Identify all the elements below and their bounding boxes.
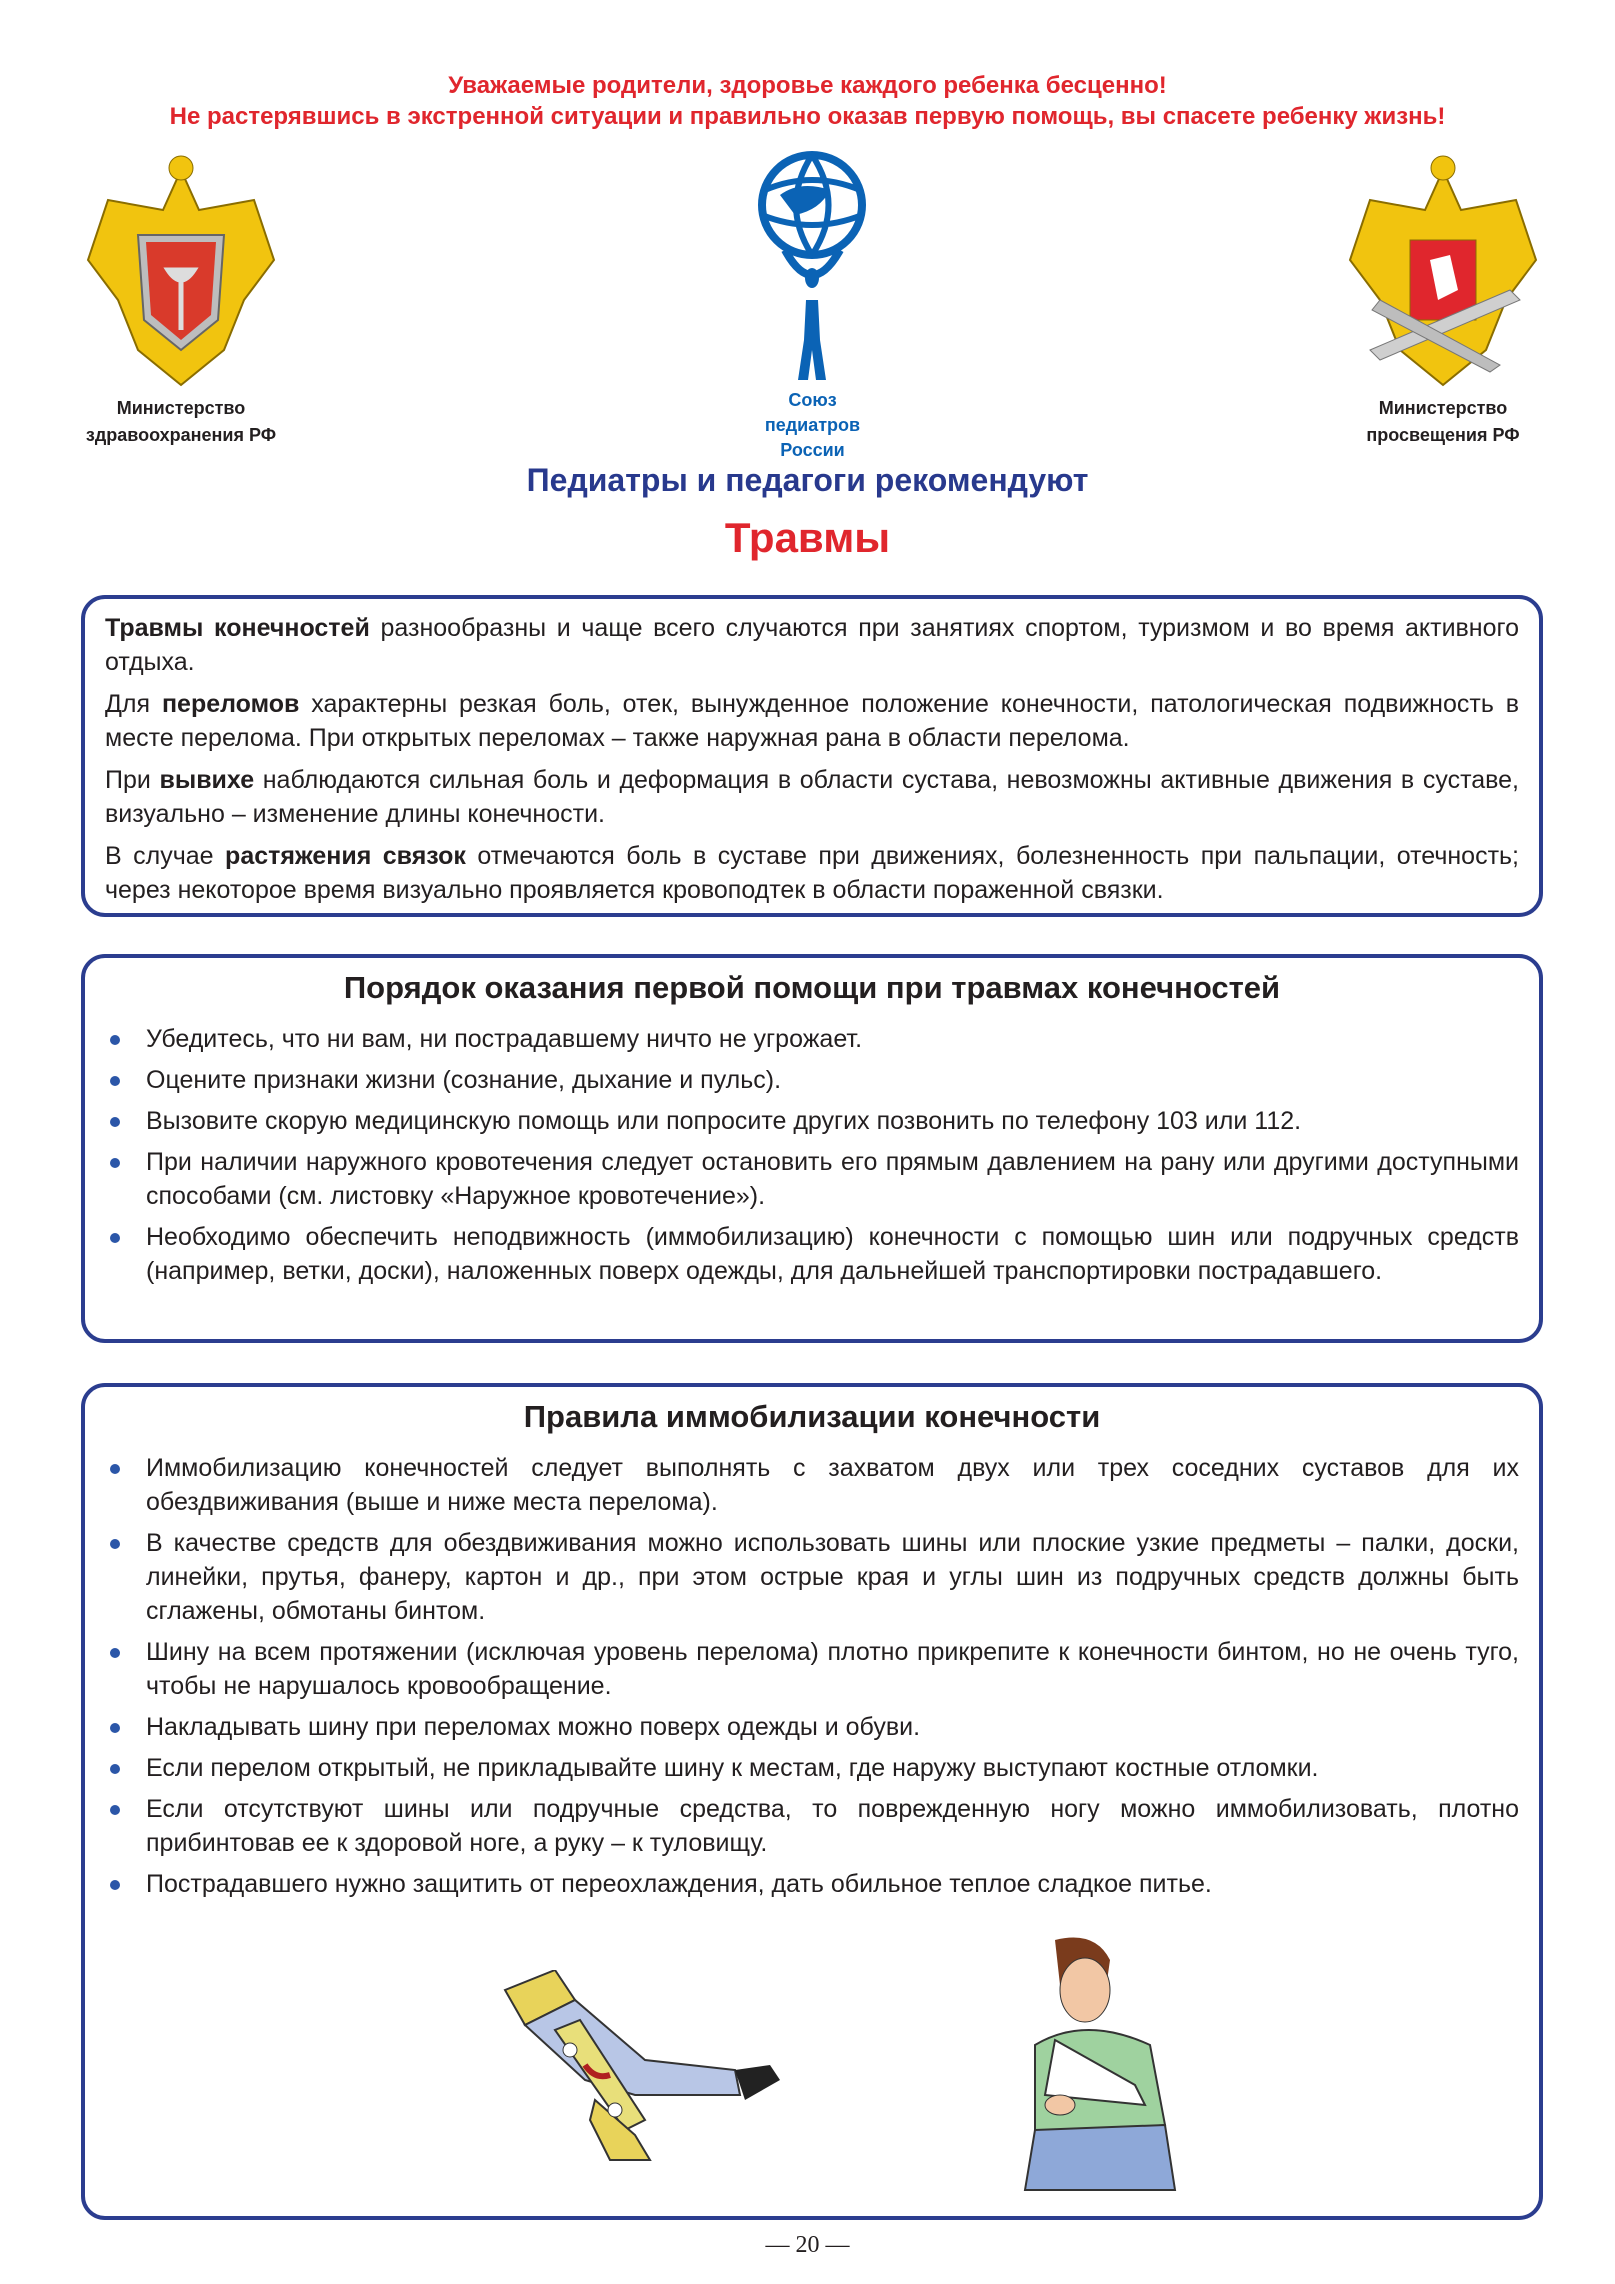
arm-sling-illustration — [1015, 1935, 1180, 2197]
intro-paragraph — [105, 839, 1519, 907]
splinted-leg-illustration — [495, 1970, 785, 2165]
pediatricians-union-logo — [740, 150, 885, 463]
bullet-icon — [110, 1805, 120, 1815]
bullet-icon — [110, 1035, 120, 1045]
caption-line: просвещения РФ — [1366, 425, 1520, 445]
list-item — [105, 1063, 1519, 1097]
text: При — [105, 766, 160, 794]
item-text: Оцените признаки жизни (сознание, дыхание и пульс). — [146, 1066, 782, 1094]
text: Для — [105, 690, 162, 718]
globe-figure-logo-icon — [740, 150, 885, 385]
bullet-icon — [110, 1076, 120, 1086]
item-text: Иммобилизацию конечностей следует выполнять с захватом двух или трех соседних суставов для их обездвиживания (выше и ниже места перелома). — [146, 1454, 1519, 1516]
bullet-icon — [110, 1723, 120, 1733]
bullet-icon — [110, 1764, 120, 1774]
item-text: Необходимо обеспечить неподвижность (иммобилизацию) конечности с помощью шин или подручных средств (например, ветки, доски), наложенных поверх одежды, для дальнейшей транспортировки пострадавшего. — [146, 1223, 1519, 1285]
caption-line: Министерство — [1378, 398, 1508, 418]
bullet-icon — [110, 1464, 120, 1474]
list-item — [105, 1022, 1519, 1056]
first-aid-list — [105, 1022, 1519, 1288]
warning-line-2: Не растерявшись в экстренной ситуации и правильно оказав первую помощь, вы спасете ребенку жизнь! — [169, 103, 1446, 130]
list-item — [105, 1710, 1519, 1744]
ministry-health-logo — [68, 150, 294, 449]
intro-paragraph — [105, 687, 1519, 755]
list-item — [105, 1526, 1519, 1628]
item-text: При наличии наружного кровотечения следует остановить его прямым давлением на рану или другими доступными способами (см. листовку «Наружное кровотечение»). — [146, 1148, 1519, 1210]
item-text: Вызовите скорую медицинскую помощь или попросите других позвонить по телефону 103 или 112. — [146, 1107, 1302, 1135]
first-aid-heading: Порядок оказания первой помощи при травмах конечностей — [343, 970, 1281, 1005]
page-title: Травмы — [724, 514, 891, 561]
item-text: В качестве средств для обездвиживания можно использовать шины или плоские узкие предметы – палки, доски, линейки, прутья, фанеру, картон и др., при этом острые края и углы шин из подручных средств должны быть сглажены, обмотаны бинтом. — [146, 1529, 1519, 1625]
bullet-icon — [110, 1117, 120, 1127]
item-text: Пострадавшего нужно защитить от переохлаждения, дать обильное теплое сладкое питье. — [146, 1870, 1212, 1898]
immobilization-list — [105, 1451, 1519, 1901]
ministry-health-caption — [68, 395, 294, 449]
russian-eagle-emblem-health-icon — [68, 150, 294, 390]
page-subtitle: Педиатры и педагоги рекомендуют — [526, 462, 1089, 498]
list-item — [105, 1145, 1519, 1213]
text: наблюдаются сильная боль и деформация в области сустава, невозможны активные движения в суставе, визуально – изменение длины конечности. — [105, 766, 1519, 828]
caption-line: педиатров — [764, 415, 861, 435]
text: разнообразны и чаще всего случаются при занятиях спортом, туризмом и во время активного отдыха. — [105, 614, 1519, 676]
intro-box — [81, 595, 1543, 917]
caption-line: здравоохранения РФ — [85, 425, 277, 445]
list-item — [105, 1867, 1519, 1901]
bullet-icon — [110, 1880, 120, 1890]
term: растяжения связок — [225, 842, 466, 870]
text: характерны резкая боль, отек, вынужденное положение конечности, патологическая подвижность в месте перелома. При открытых переломах – также наружная рана в области перелома. — [105, 690, 1519, 752]
item-text: Если перелом открытый, не прикладывайте шину к местам, где наружу выступают костные отломки. — [146, 1754, 1319, 1782]
immobilization-heading: Правила иммобилизации конечности — [523, 1399, 1101, 1434]
intro-paragraph — [105, 611, 1519, 679]
caption-line: России — [780, 440, 845, 460]
ministry-education-logo — [1330, 150, 1556, 449]
russian-eagle-emblem-education-icon — [1330, 150, 1556, 390]
page-number: — 20 — — [765, 2232, 850, 2258]
first-aid-box — [81, 954, 1543, 1343]
bullet-icon — [110, 1158, 120, 1168]
term: вывихе — [159, 766, 255, 794]
item-text: Убедитесь, что ни вам, ни пострадавшему ничто не угрожает. — [146, 1025, 863, 1053]
list-item — [105, 1751, 1519, 1785]
list-item — [105, 1220, 1519, 1288]
list-item — [105, 1451, 1519, 1519]
text: отмечаются боль в суставе при движениях, болезненность при пальпации, отечность; через некоторое время визуально проявляется кровоподтек в области пораженной связки. — [105, 842, 1520, 904]
bullet-icon — [110, 1233, 120, 1243]
intro-paragraph — [105, 763, 1519, 831]
bullet-icon — [110, 1648, 120, 1658]
ministry-education-caption — [1330, 395, 1556, 449]
term: Травмы конечностей — [105, 614, 370, 642]
list-item — [105, 1792, 1519, 1860]
caption-line: Министерство — [116, 398, 246, 418]
item-text: Накладывать шину при переломах можно поверх одежды и обуви. — [146, 1713, 921, 1741]
immobilization-box — [81, 1383, 1543, 2220]
bullet-icon — [110, 1539, 120, 1549]
item-text: Если отсутствуют шины или подручные средства, то поврежденную ногу можно иммобилизовать, плотно прибинтовав ее к здоровой ноге, а руку – к туловищу. — [146, 1795, 1519, 1857]
item-text: Шину на всем протяжении (исключая уровень перелома) плотно прикрепите к конечности бинтом, но не очень туго, чтобы не нарушалось кровообращение. — [146, 1638, 1519, 1700]
caption-line: Союз — [788, 390, 837, 410]
term: переломов — [161, 690, 300, 718]
list-item — [105, 1635, 1519, 1703]
text: В случае — [105, 842, 226, 870]
list-item — [105, 1104, 1519, 1138]
warning-line-1: Уважаемые родители, здоровье каждого ребенка бесценно! — [448, 72, 1167, 99]
pediatricians-union-caption — [740, 388, 885, 463]
